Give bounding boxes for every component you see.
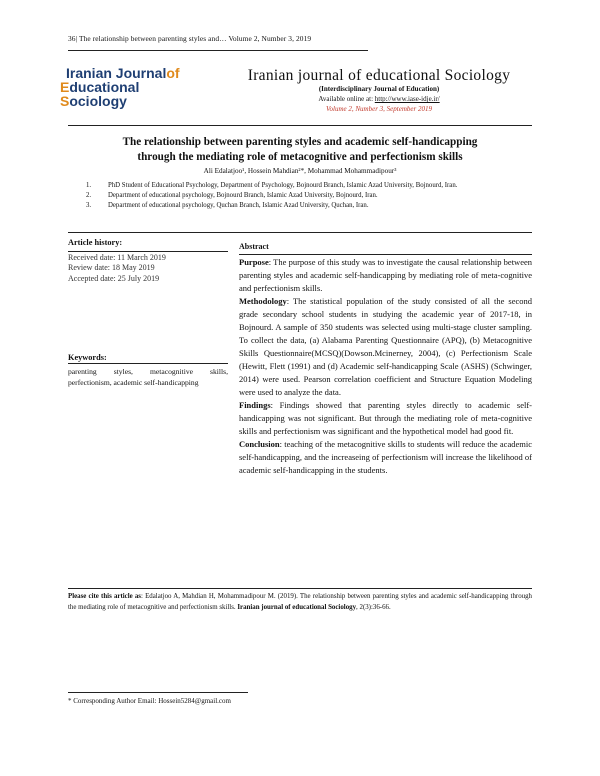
running-head-rule: [68, 50, 368, 51]
logo-line-1: Iranian Journalof: [66, 65, 180, 81]
article-history-rule: [68, 251, 228, 252]
journal-subtitle: (Interdisciplinary Journal of Education): [318, 85, 440, 93]
logo-line-2: Educational: [60, 79, 140, 95]
abstract: [239, 240, 532, 477]
footnote: * Corresponding Author Email: Hossein5284@gmail.com: [68, 697, 231, 705]
article-history-heading: Article history:: [68, 238, 123, 247]
abstract-findings: Findings: Findings showed that parenting styles directly to academic self-handicapping was not significant. But through the mediating role of meta-cognitive skills and perfectionism was significant and the hypothetical model had good fit.: [239, 400, 532, 436]
journal-title: Iranian journal of educational Sociology: [247, 67, 511, 84]
affiliation-rule: [68, 232, 532, 233]
header-rule: [68, 125, 532, 126]
keywords-text: parenting styles, metacognitive skills, perfectionism, academic self-handicapping: [68, 367, 228, 387]
affiliation-3: 3. Department of educational psychology, Quchan Branch, Islamic Azad University, Quchan, Iran.: [86, 202, 369, 209]
abstract-purpose: Purpose: The purpose of this study was to investigate the causal relationship between parenting styles and academic self-handicapping by mediating role of meta-cognitive and perfectionism skills.: [239, 257, 532, 293]
abstract-heading: Abstract: [239, 240, 532, 255]
footnote-rule: [68, 692, 248, 693]
received-date: Received date: 11 March 2019: [68, 252, 166, 262]
keywords-heading: Keywords:: [68, 353, 107, 362]
journal-url-link[interactable]: http://www.iase-idje.ir/: [374, 95, 440, 103]
affiliation-1: 1. PhD Student of Educational Psychology, Department of Psychology, Bojnourd Branch, Islamic Azad University, Bojnourd, Iran.: [86, 182, 458, 189]
keywords: [68, 352, 228, 388]
journal-online: Available online at: http://www.iase-idje.ir/: [318, 95, 440, 103]
paper-authors: Ali Edalatjoo¹, Hossein Mahdian²*, Mohammad Mohammadipour³: [203, 167, 397, 175]
review-date: Review date: 18 May 2019: [68, 263, 155, 272]
affiliations: [82, 181, 532, 211]
journal-logo: [60, 65, 210, 111]
abstract-conclusion: Conclusion: teaching of the metacognitive skills to students will reduce the academic self-handicapping, and the increaseing of perfectionism will increase the likelihood of academic self-handicapping in the students.: [239, 439, 532, 475]
logo-line-3: Sociology: [60, 93, 127, 109]
article-history: [68, 238, 228, 284]
affiliation-2: 2. Department of educational psychology, Bojnourd Branch, Islamic Azad University, Bojnourd, Iran.: [86, 192, 378, 199]
journal-volume: Volume 2, Number 3, September 2019: [326, 105, 432, 113]
paper-title: The relationship between parenting styles and academic self-handicapping through the mediating role of metacognitive and perfectionism skills: [122, 136, 478, 163]
accepted-date: Accepted date: 25 July 2019: [68, 273, 160, 283]
citation-rule: [68, 588, 532, 589]
running-head: 36| The relationship between parenting styles and… Volume 2, Number 3, 2019: [68, 34, 312, 43]
keywords-rule: [68, 363, 228, 364]
citation: Please cite this article as: Edalatjoo A, Mahdian H, Mohammadipour M. (2019). The relationship between parenting styles and academic self-handicapping through the mediating role of metacognitive and perfectionism skills. Iranian journal of educational Sociology, 2(3):36-66.: [68, 593, 532, 611]
abstract-methodology: Methodology: The statistical population of the study consisted of all the second grade secondary school students in studying the academic year of 2017-18, in Bojnourd. A sample of 350 students was selected using multi-stage cluster sampling. To collect the data, (a) Alabama Parenting Questionnaire (APQ), (b) Metacognitive Skills Questionnaire(MCSQ)(Dowson.Mcinerney, 2004), (c) Perfectionism Scale (Hewitt, Flett (1991) and (d) Academic self-handicapping Scale (ASHS) (Schwinger, 2014) were used. Pearson correlation coefficient and Structure Equation Modeling were used to analyze the data.: [239, 296, 532, 397]
